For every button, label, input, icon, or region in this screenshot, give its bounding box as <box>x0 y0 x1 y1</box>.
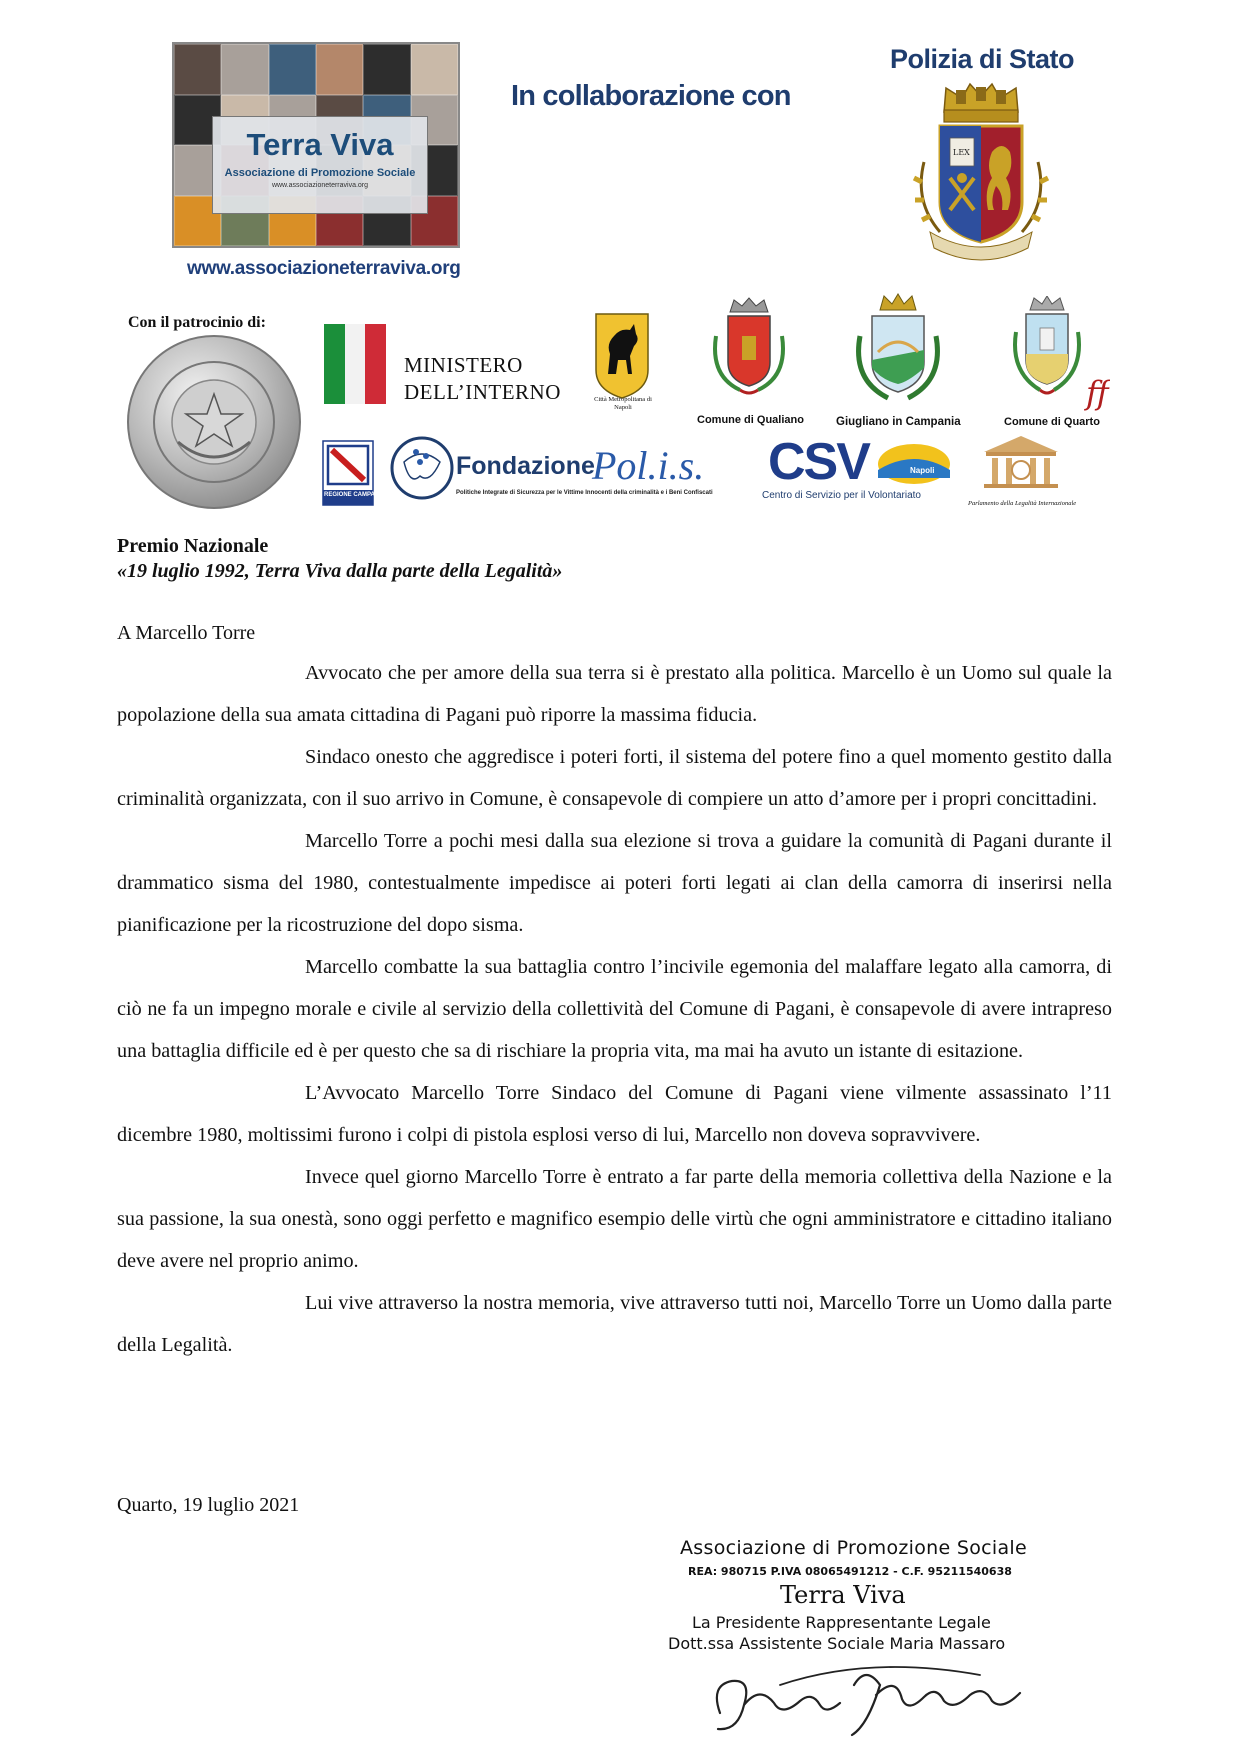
stamp-line-1: Associazione di Promozione Sociale <box>680 1537 1027 1559</box>
paragraph-1: Avvocato che per amore della sua terra si è prestato alla politica. Marcello è un Uomo sul quale la popolazione della sua amata cittadina di Pagani può riporre la massima fiducia. <box>117 662 1112 726</box>
paragraph-2: Sindaco onesto che aggredisce i poteri forti, il sistema del potere fino a quel momento gestito dalla criminalità organizzata, con il suo arrivo in Comune, è consapevole di compiere un atto d’amore per i propri concittadini. <box>117 746 1112 810</box>
terra-viva-subtitle: Associazione di Promozione Sociale <box>224 167 416 179</box>
terra-viva-card <box>212 116 428 214</box>
terra-viva-card-url: www.associazioneterraviva.org <box>271 182 369 189</box>
terra-viva-website-link[interactable]: www.associazioneterraviva.org <box>187 258 461 279</box>
citation-body <box>117 652 1112 1366</box>
fondazione-tagline: Politiche Integrate di Sicurezza per le Vittime Innocenti della criminalità e i Beni Confiscati <box>456 490 713 496</box>
regione-campania-label: REGIONE CAMPANIA <box>324 492 386 498</box>
stamp-line-4: La Presidente Rappresentante Legale <box>692 1613 991 1632</box>
terra-viva-name: Terra Viva <box>246 127 394 162</box>
paragraph-6: Invece quel giorno Marcello Torre è entrato a far parte della memoria collettiva della Nazione e la sua passione, la sua onestà, sono oggi perfetto e magnifico esempio delle virtù che ogni amministratore e cittadino italiano deve avere nel proprio animo. <box>117 1166 1112 1272</box>
citta-metropolitana-napoli-horse-icon <box>590 310 654 410</box>
polis-globe-icon <box>390 432 454 504</box>
stamp-line-3: Terra Viva <box>780 1581 906 1609</box>
collaboration-heading: In collaborazione con <box>511 80 791 112</box>
patronage-label: Con il patrocinio di: <box>128 314 266 331</box>
stamp-line-2: REA: 980715 P.IVA 08065491212 - C.F. 95211540638 <box>688 1565 1012 1578</box>
csv-sun-icon <box>874 438 954 486</box>
comune-quarto-label: Comune di Quarto <box>1004 416 1100 428</box>
paragraph-4: Marcello combatte la sua battaglia contro l’incivile egemonia del malaffare legato alla camorra, di ciò ne fa un impegno morale e civile al servizio della collettività del Comune di Pagani, è consapevole di avere intrapreso una battaglia difficile ed è per questo che sa di rischiare la propria vita, ma mai ha avuto un istante di esitazione. <box>117 956 1112 1062</box>
polizia-crest-icon <box>910 82 1052 262</box>
paragraph-7: Lui vive attraverso la nostra memoria, vive attraverso tutti noi, Marcello Torre un Uomo dalla parte della Legalità. <box>117 1292 1112 1356</box>
csv-name: CSV <box>768 433 869 491</box>
polizia-di-stato-title: Polizia di Stato <box>890 44 1075 74</box>
comune-qualiano-crest-icon <box>706 296 792 406</box>
handwritten-signature-icon <box>640 1535 1110 1745</box>
terra-viva-logo <box>172 42 460 248</box>
citta-metropolitana-label: Città Metropolitana di Napoli <box>594 396 652 411</box>
svg-text:LEX: LEX <box>953 148 970 157</box>
paragraph-5: L’Avvocato Marcello Torre Sindaco del Comune di Pagani viene vilmente assassinato l’11 dicembre 1980, moltissimi furono i colpi di pistola esplosi verso di lui, Marcello non doveva sopravvivere. <box>117 1082 1112 1146</box>
svg-text:ff: ff <box>1086 374 1109 412</box>
parlamento-label: Parlamento della Legalità Internazionale <box>968 500 1077 507</box>
giugliano-label: Giugliano in Campania <box>836 416 961 428</box>
comune-qualiano-label: Comune di Qualiano <box>697 414 804 426</box>
award-subtitle: «19 luglio 1992, Terra Viva dalla parte della Legalità» <box>117 560 563 582</box>
parlamento-legalita-building-icon <box>978 434 1064 498</box>
fondazione-word: Fondazione <box>456 452 595 480</box>
place-date: Quarto, 19 luglio 2021 <box>117 1494 300 1516</box>
comune-quarto-crest-icon <box>1010 296 1084 404</box>
stamp-line-5: Dott.ssa Assistente Sociale Maria Massaro <box>668 1634 1006 1653</box>
csv-city: Napoli <box>910 466 935 475</box>
presidenza-consiglio-seal-icon <box>124 332 304 512</box>
ministero-line-1: MINISTERO <box>404 353 523 377</box>
recipient-salutation: A Marcello Torre <box>117 622 256 644</box>
ministero-text <box>404 352 561 406</box>
award-title-block <box>117 534 562 584</box>
italian-flag-icon <box>324 324 386 404</box>
fondazione-name: Pol.i.s. <box>592 443 705 488</box>
paragraph-3: Marcello Torre a pochi mesi dalla sua elezione si trova a guidare la comunità di Pagani durante il drammatico sisma del 1980, contestualmente impedisce ai poteri forti legati ai clan della camorra di inserirsi nella pianificazione per la ricostruzione del dopo sisma. <box>117 830 1112 936</box>
association-stamp <box>640 1535 1110 1745</box>
award-title: Premio Nazionale <box>117 535 269 557</box>
giugliano-crest-icon <box>848 292 948 410</box>
csv-subtitle: Centro di Servizio per il Volontariato <box>762 490 921 501</box>
ministero-line-2: DELL’INTERNO <box>404 380 561 404</box>
